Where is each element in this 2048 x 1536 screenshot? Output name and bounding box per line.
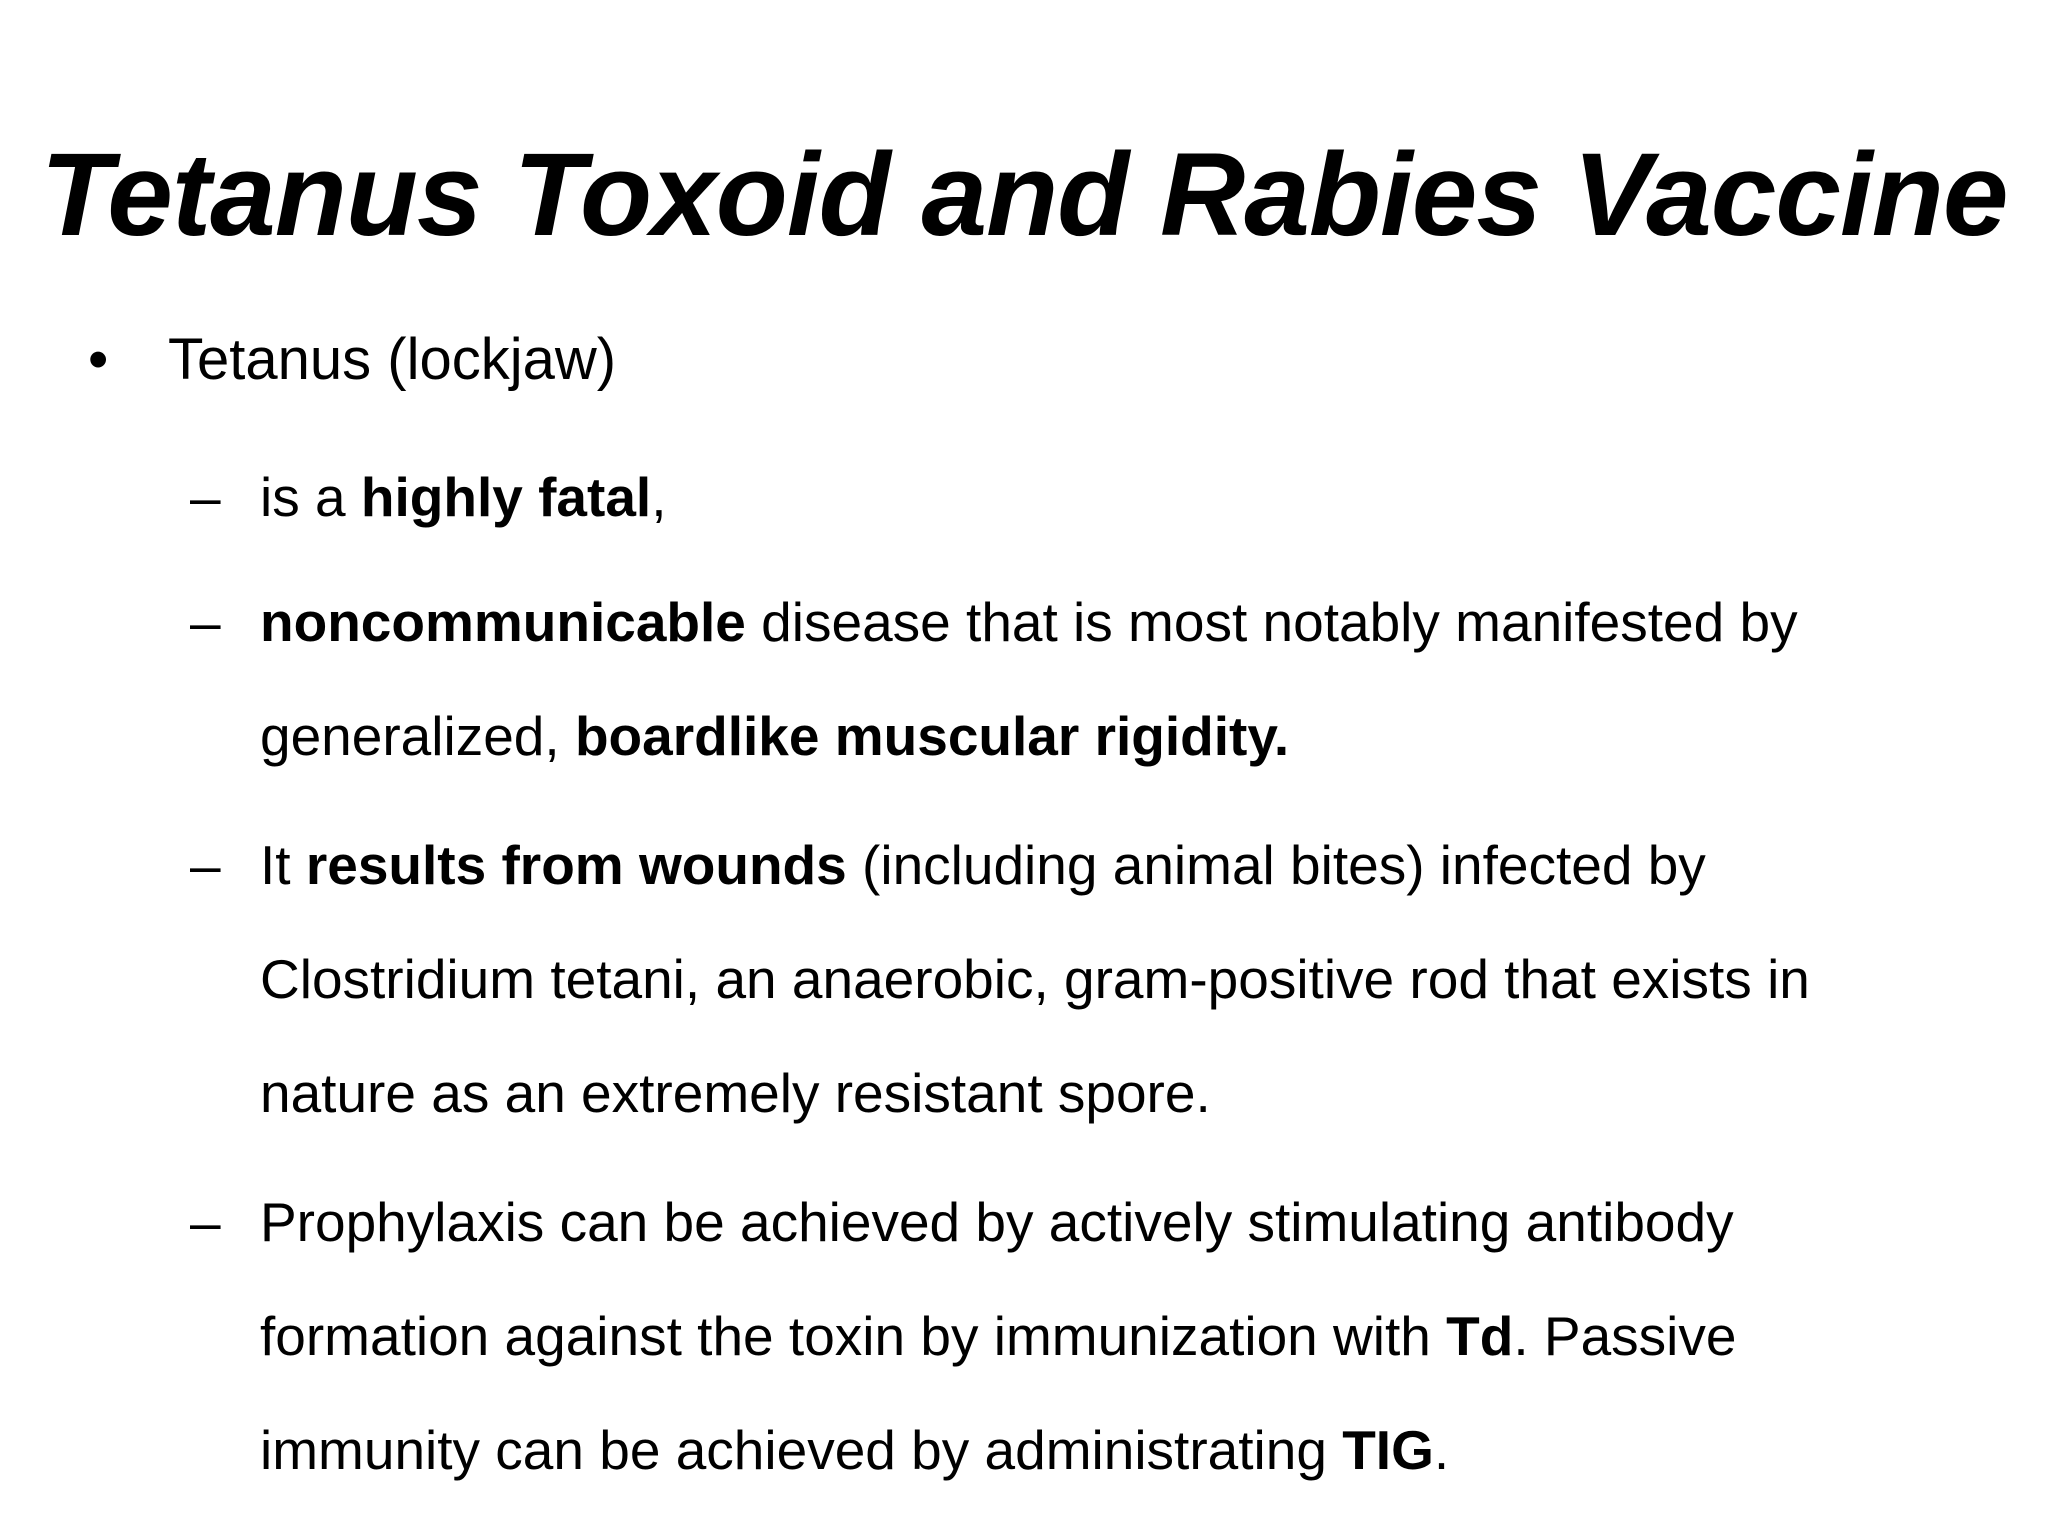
slide-title: Tetanus Toxoid and Rabies Vaccine [40, 129, 2008, 261]
bold-run: results from wounds [305, 834, 847, 896]
dash-marker: – [190, 1191, 221, 1253]
bold-run: boardlike muscular rigidity. [574, 705, 1290, 767]
sub-item-text [260, 565, 1930, 793]
bold-run: TIG [1342, 1419, 1434, 1481]
dash-marker: – [190, 834, 221, 896]
bold-run: noncommunicable [260, 591, 746, 653]
dash-marker: – [190, 591, 221, 653]
bullet-marker: • [88, 327, 109, 392]
text-run: is a [260, 466, 361, 528]
sub-item-2 [190, 565, 1930, 793]
bold-run: highly fatal [360, 466, 652, 528]
sub-item-1 [190, 440, 1930, 554]
dash-marker: – [190, 466, 221, 528]
bullet-item [88, 320, 616, 400]
text-run: Prophylaxis can be achieved by actively stimulating antibody formation against the toxin by immunization with [260, 1191, 1734, 1367]
bold-run: Td [1446, 1305, 1514, 1367]
sub-item-text [260, 440, 1930, 554]
text-run: disease that is most notably manifested by generalized, [260, 591, 1798, 767]
sub-item-4 [190, 1165, 1930, 1507]
bullet-text: Tetanus (lockjaw) [168, 327, 617, 392]
sub-item-3 [190, 808, 1930, 1150]
sub-item-text [260, 808, 1930, 1150]
text-run: It [260, 834, 306, 896]
text-run: , [651, 466, 667, 528]
sub-item-text [260, 1165, 1930, 1507]
text-run: (including animal bites) infected by Clostridium tetani, an anaerobic, gram-positive rod that exists in nature as an extremely resistant spore. [260, 834, 1810, 1124]
text-run: . [1433, 1419, 1450, 1481]
text-run: . Passive immunity can be achieved by administrating [260, 1305, 1737, 1481]
